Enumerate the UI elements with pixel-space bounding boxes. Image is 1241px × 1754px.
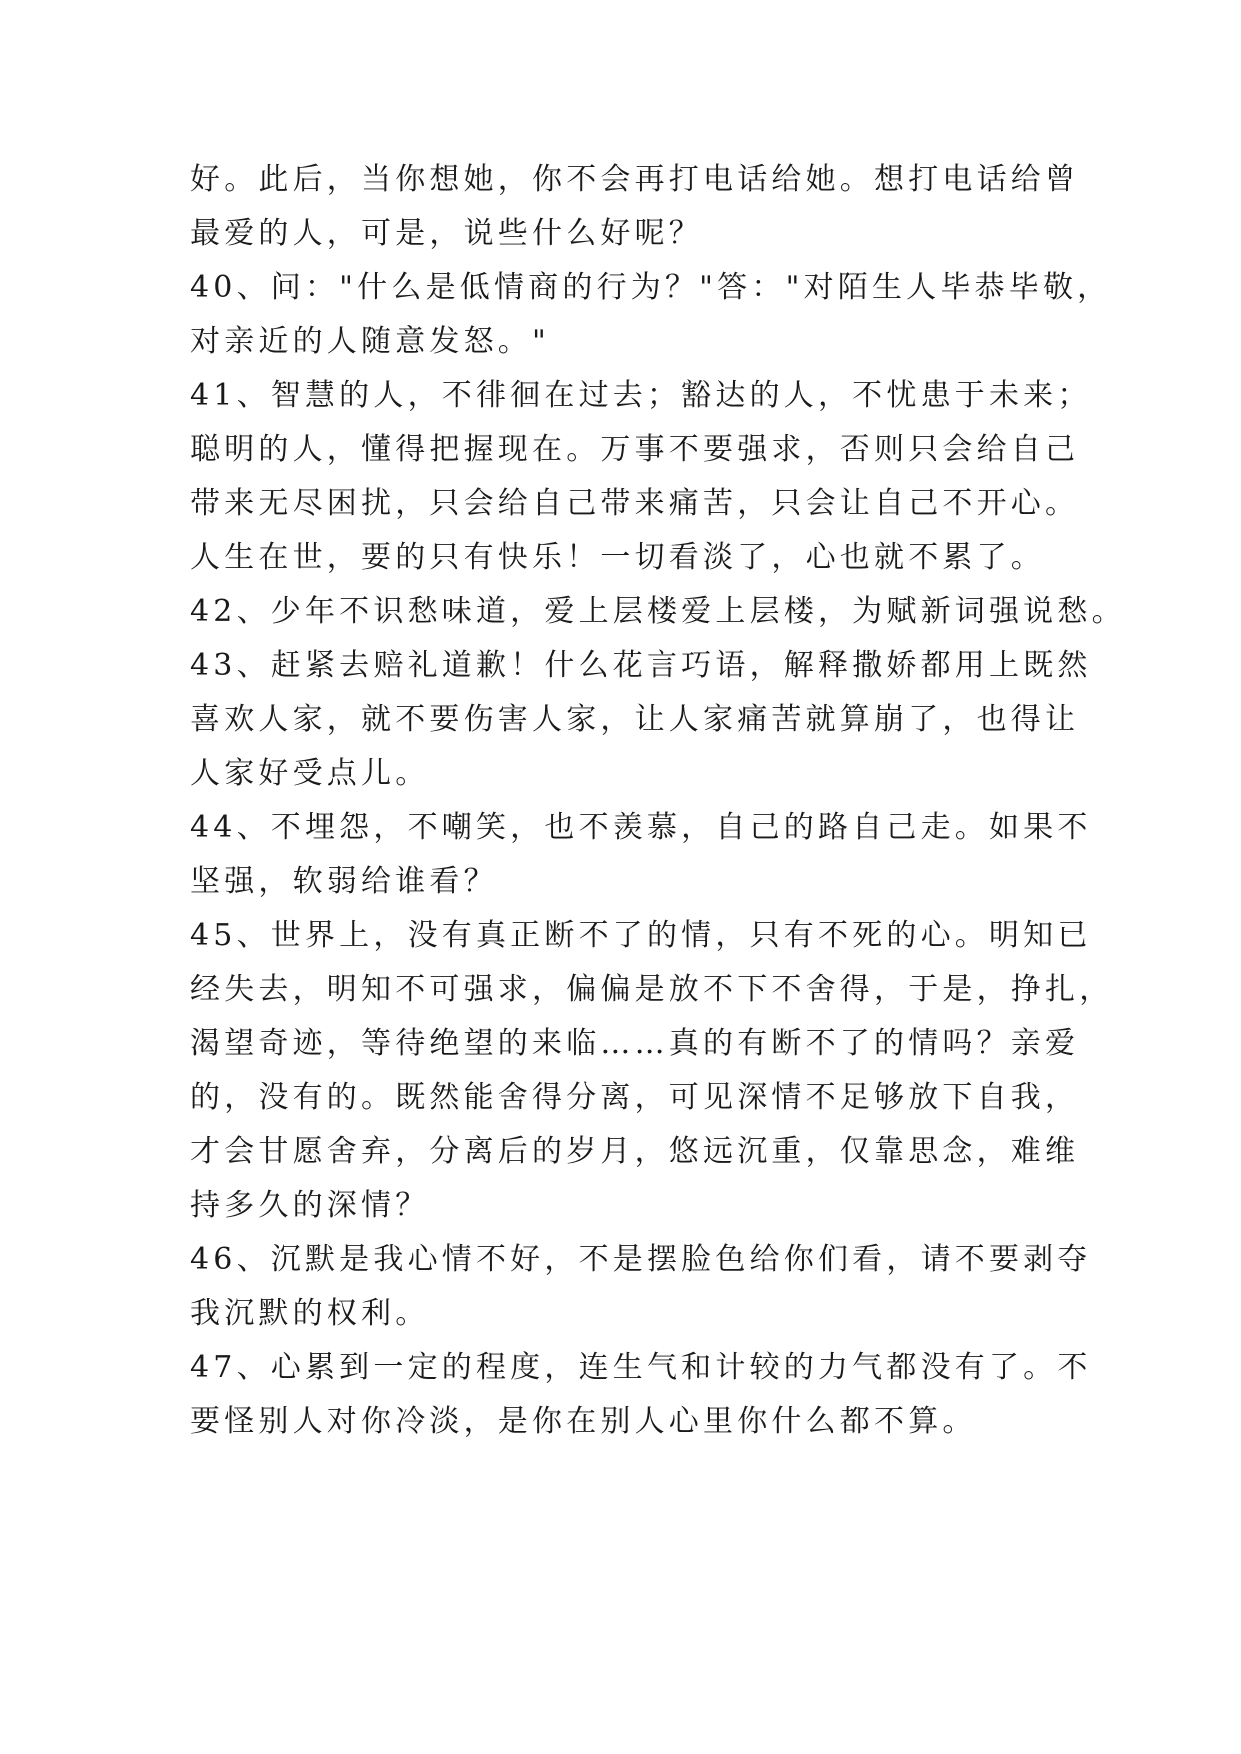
- text-line: 47、心累到一定的程度，连生气和计较的力气都没有了。不: [190, 1350, 1092, 1385]
- text-line: 渴望奇迹，等待绝望的来临……真的有断不了的情吗？亲爱: [190, 1026, 1080, 1061]
- text-line: 坚强，软弱给谁看？: [190, 864, 498, 899]
- text-line: 我沉默的权利。: [190, 1296, 430, 1331]
- text-line: 喜欢人家，就不要伤害人家，让人家痛苦就算崩了，也得让: [190, 702, 1080, 737]
- text-line: 人生在世，要的只有快乐！一切看淡了，心也就不累了。: [190, 540, 1045, 575]
- text-line: 43、赶紧去赔礼道歉！什么花言巧语，解释撒娇都用上既然: [190, 648, 1092, 683]
- text-line: 好。此后，当你想她，你不会再打电话给她。想打电话给曾: [190, 162, 1080, 197]
- text-line: 经失去，明知不可强求，偏偏是放不下不舍得，于是，挣扎，: [190, 972, 1114, 1007]
- text-line: 才会甘愿舍弃，分离后的岁月，悠远沉重，仅靠思念，难维: [190, 1134, 1080, 1169]
- text-line: 最爱的人，可是，说些什么好呢？: [190, 216, 703, 251]
- text-line: 41、智慧的人，不徘徊在过去；豁达的人，不忧患于未来；: [190, 378, 1092, 413]
- text-line: 的，没有的。既然能舍得分离，可见深情不足够放下自我，: [190, 1080, 1080, 1115]
- text-line: 45、世界上，没有真正断不了的情，只有不死的心。明知已: [190, 918, 1092, 953]
- text-line: 42、少年不识愁味道，爱上层楼爱上层楼，为赋新词强说愁。: [190, 594, 1126, 629]
- text-line: 持多久的深情？: [190, 1188, 430, 1223]
- text-line: 人家好受点儿。: [190, 756, 430, 791]
- text-line: 40、问："什么是低情商的行为？"答："对陌生人毕恭毕敬，: [190, 270, 1112, 305]
- text-line: 带来无尽困扰，只会给自己带来痛苦，只会让自己不开心。: [190, 486, 1080, 521]
- text-line: 对亲近的人随意发怒。": [190, 324, 550, 359]
- text-line: 44、不埋怨，不嘲笑，也不羡慕，自己的路自己走。如果不: [190, 810, 1092, 845]
- text-line: 要怪别人对你冷淡，是你在别人心里你什么都不算。: [190, 1404, 977, 1439]
- text-line: 46、沉默是我心情不好，不是摆脸色给你们看，请不要剥夺: [190, 1242, 1092, 1277]
- text-line: 聪明的人，懂得把握现在。万事不要强求，否则只会给自己: [190, 432, 1080, 467]
